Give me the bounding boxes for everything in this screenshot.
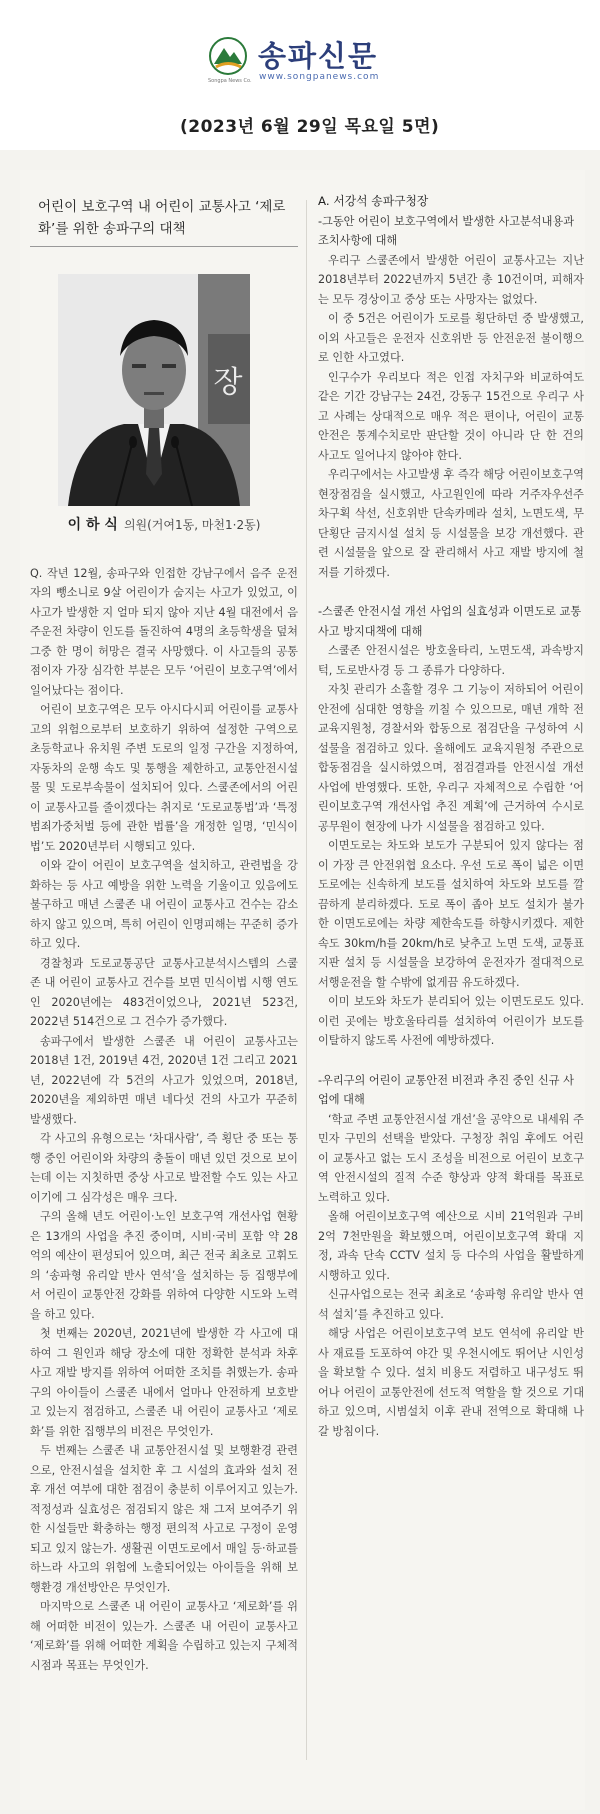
answer-paragraph: 이면도로는 차도와 보도가 구분되어 있지 않다는 점이 가장 큰 안전위협 요소다. 우선 도로 폭이 넓은 이면도로에는 신속하게 보도를 설치하여 차도와 보도를 깔끔하게 분리하겠다. 도로 폭이 좁아 보도 설치가 불가한 이면도로에는 차량 제한속도를 하향시키겠다. 제한속도 30km/h를 20km/h로 낮추고 노면 도색, 교통표지판 설치 등 시설물을 보강하여 운전자가 절대적으로 서행운전을 할 수밖에 없게끔 유도하겠다. (318, 839, 584, 989)
right-column (318, 192, 584, 1441)
answer-paragraph: 해당 사업은 어린이보호구역 보도 연석에 유리알 반사 재료를 도포하여 야간 및 우천시에도 뛰어난 시인성을 확보할 수 있다. 설치 비용도 저렴하고 내구성도 뛰어나 어린이 교통안전에 선도적 역할을 할 것으로 기대하고 있으며, 시범설치 이후 관내 전역으로 확대해 나갈 방침이다. (318, 1327, 584, 1438)
question-paragraph: 어린이 보호구역은 모두 아시다시피 어린이를 교통사고의 위험으로부터 보호하기 위하여 설정한 구역으로 초등학교나 유치원 주변 도로의 일정 구간을 지정하여, 자동차의 운행 속도 및 통행을 제한하고, 교통안전시설물 및 도로부속물이 설치되어 있다. 스쿨존에서의 어린이 교통사고를 줄이겠다는 취지로 ‘도로교통법’과 ‘특정범죄가중처벌 등에 관한 법률’을 개정한 일명, ‘민식이 법’도 2020년부터 시행되고 있다. (30, 703, 298, 853)
answer-paragraph: 우리구 스쿨존에서 발생한 어린이 교통사고는 지난 2018년부터 2022년까지 5년간 총 10건이며, 피해자는 모두 경상이고 중상 또는 사망자는 없었다. (318, 253, 584, 306)
section-heading: -우리구의 어린이 교통안전 비전과 추진 중인 신규 사업에 대해 (318, 1073, 574, 1106)
councillor-name: 이 하 식 (67, 517, 118, 533)
masthead-url: www.songpanews.com (259, 72, 380, 82)
answer-paragraph: 우리구에서는 사고발생 후 즉각 해당 어린이보호구역 현장점검을 실시했고, 사고원인에 따라 거주자우선주차구획 삭선, 신호위반 단속카메라 설치, 노면도색, 무단횡단 금지시설 설치 등 시설물을 보강 개선했다. 관련 시설물을 앞으로 잘 관리해서 사고 재발 방지에 철저를 기하겠다. (318, 468, 584, 579)
councillor-photo (58, 274, 250, 506)
left-column (30, 192, 298, 1675)
masthead (0, 0, 600, 150)
answer-paragraph: ‘학교 주변 교통안전시설 개선’을 공약으로 내세워 주민자 구민의 선택을 받았다. 구청장 취임 후에도 어린이 교통사고 없는 도시 조성을 비전으로 어린이 보호구역 안전시설의 질적 수준 향상과 양적 확대를 목표로 노력하고 있다. (318, 1112, 584, 1204)
question-paragraph: Q. 작년 12월, 송파구와 인접한 강남구에서 음주 운전자의 뺑소니로 9살 어린이가 숨지는 사고가 있었고, 이 사고가 발생한 지 얼마 되지 않아 지난 4월 대전에서 음주운전 차량이 인도를 돌진하여 4명의 초등학생을 덮쳐 그중 한 명이 허망은 결국 사망했다. 이 사고들의 공통점이자 가장 심각한 부분은 모두 ‘어린이 보호구역’에서 일어났다는 점이다. (30, 566, 298, 697)
answer-paragraph: 이미 보도와 차도가 분리되어 있는 이면도로도 있다. 이런 곳에는 방호울타리를 설치하여 어린이가 보도를 이탈하지 않도록 사전에 예방하겠다. (318, 995, 584, 1047)
portrait-illustration (58, 274, 250, 506)
answer-paragraph: 신규사업으로는 전국 최초로 ‘송파형 유리알 반사 연석 설치’를 추진하고 있다. (318, 1288, 584, 1321)
masthead-name: 송파신문 (258, 39, 379, 73)
answer-paragraph: 자칫 관리가 소홀할 경우 그 기능이 저하되어 어린이 안전에 심대한 영향을 끼칠 수 있으므로, 매년 개학 전 교육지원청, 경찰서와 합동으로 점검단을 구성하여 시설물을 점검하고 있다. 올해에도 교육지원청 주관으로 합동점검을 실시하였으며, 점검결과를 안전시설 개선사업에 반영했다. 또한, 우리구 자체적으로 수립한 ‘어린이보호구역 개선사업 추진 계획’에 근거하여 수시로 공무원이 현장에 나가 시설물을 점검하고 있다. (318, 683, 584, 833)
podium-sign-text: 장 (213, 365, 243, 400)
article-title: 어린이 보호구역 내 어린이 교통사고 ‘제로화’를 위한 송파구의 대책 (38, 199, 286, 237)
newspaper-logo (208, 30, 408, 86)
question-paragraph: 두 번째는 스쿨존 내 교통안전시설 및 보행환경 관련으로, 안전시설을 설치한 후 그 시설의 효과와 설치 전후 개선 여부에 대한 점검이 충분히 이루어지고 있는가. 적정성과 실효성은 점검되지 않은 채 그저 보여주기 위한 시설들만 확충하는 행정 편의적 사고로 구정이 운영되고 있지 않는가. 생활권 이면도로에서 매일 등·하교를 하느라 사고의 위험에 노출되어있는 아이들을 위해 보행환경 개선방안은 무엇인가. (30, 1444, 298, 1594)
question-paragraph: 첫 번째는 2020년, 2021년에 발생한 각 사고에 대하여 그 원인과 해당 장소에 대한 정확한 분석과 차후 사고 재발 방지를 위하여 어떠한 조치를 취했는가. 송파구의 아이들이 스쿨존 내에서 얼마나 안전하게 보호받고 있는지 점검하고, 스쿨존 내 어린이 교통사고 ‘제로화’를 위한 집행부의 비전은 무엇인가. (30, 1327, 298, 1438)
mountain-logo-icon (208, 36, 248, 76)
masthead-mark-subtitle: Songpa News Co. (208, 78, 252, 84)
answer-header: A. 서강석 송파구청장 (318, 194, 429, 208)
section-heading: -스쿨존 안전시설 개선 사업의 실효성과 이면도로 교통사고 방지대책에 대해 (318, 605, 582, 638)
councillor-role: 의원(거여1동, 마천1·2동) (123, 518, 261, 532)
question-paragraph: 경찰청과 도로교통공단 교통사고분석시스템의 스쿨존 내 어린이 교통사고 건수를 보면 민식이법 시행 연도인 2020년에는 483건이었으나, 2021년 523건, 2022년 514건으로 그 건수가 증가했다. (30, 956, 298, 1028)
question-paragraph: 마지막으로 스쿨존 내 어린이 교통사고 ‘제로화’를 위해 어떠한 비전이 있는가. 스쿨존 내 어린이 교통사고 ‘제로화’를 위해 어떠한 계획을 수립하고 있는지 구체적 시점과 목표는 무엇인가. (30, 1600, 298, 1672)
question-paragraph: 이와 같이 어린이 보호구역을 설치하고, 관련법을 강화하는 등 사고 예방을 위한 노력을 기울이고 있음에도 불구하고 매년 스쿨존 내 어린이 교통사고 건수는 감소하지 않고 있으며, 특히 어린이 인명피해는 꾸준히 증가하고 있다. (30, 859, 298, 950)
column-divider (306, 200, 307, 1760)
question-paragraph: 송파구에서 발생한 스쿨존 내 어린이 교통사고는 2018년 1건, 2019년 4건, 2020년 1건 그리고 2021년, 2022년에 각 5건의 사고가 있었으며, 2018년, 2020년을 제외하면 매년 네다섯 건의 사고가 꾸준히 발생했다. (30, 1034, 298, 1126)
question-paragraph: 각 사고의 유형으로는 ‘차대사람’, 즉 횡단 중 또는 통행 중인 어린이와 차량의 충돌이 매년 있던 것으로 보이는데 이는 지칫하면 중상 사고로 발전할 수도 있는 사고이기에 그 심각성은 매우 크다. (30, 1132, 298, 1204)
photo-caption (30, 516, 298, 536)
answer-paragraph: 올해 어린이보호구역 예산으로 시비 21억원과 구비 2억 7천만원을 확보했으며, 어린이보호구역 확대 지정, 과속 단속 CCTV 설치 등 다수의 사업을 활발하게 시행하고 있다. (318, 1210, 584, 1282)
section-heading: -그동안 어린이 보호구역에서 발생한 사고분석내용과 조치사항에 대해 (318, 214, 575, 247)
answer-paragraph: 스쿨존 안전시설은 방호울타리, 노면도색, 과속방지턱, 도로반사경 등 그 종류가 다양하다. (318, 644, 584, 677)
publication-date: (2023년 6월 29일 목요일 5면) (180, 117, 440, 137)
question-paragraph: 구의 올해 년도 어린이·노인 보호구역 개선사업 현황은 13개의 사업을 추진 중이며, 시비·국비 포함 약 28억의 예산이 편성되어 있으며, 최근 전국 최초로 고휘도의 ‘송파형 유리알 반사 연석’을 설치하는 등 집행부에서 어린이 교통안전 강화를 위하여 다양한 시도와 노력을 하고 있다. (30, 1210, 298, 1321)
answer-paragraph: 이 중 5건은 어린이가 도로를 횡단하던 중 발생했고, 이외 사고들은 운전자 신호위반 등 안전운전 불이행으로 인한 사고였다. (318, 312, 584, 364)
answer-paragraph: 인구수가 우리보다 적은 인접 자치구와 비교하여도 같은 기간 강남구는 24건, 강동구 15건으로 우리구 사고 사례는 상대적으로 매우 적은 편이나, 어린이 교통안전은 통계수치로만 판단할 것이 아니라 단 한 건의 사고도 일어나지 않아야 한다. (318, 370, 584, 462)
